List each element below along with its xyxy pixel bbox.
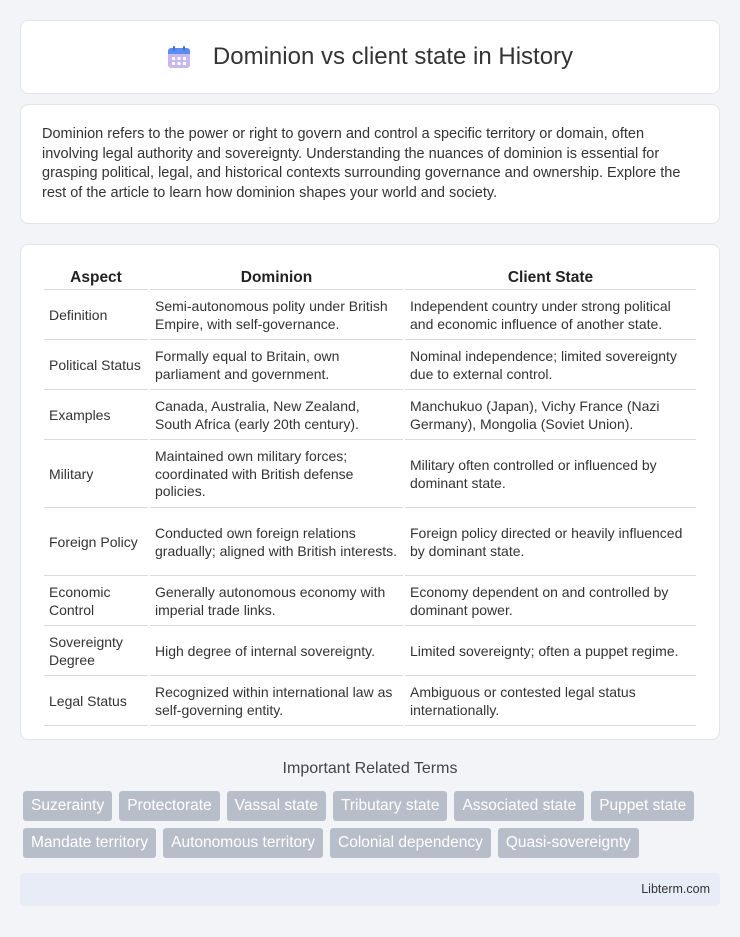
dominion-cell: Semi-autonomous polity under British Empire, with self-governance. bbox=[150, 292, 403, 340]
page-title: Dominion vs client state in History bbox=[212, 43, 574, 70]
dominion-cell: Conducted own foreign relations gradually; aligned with British interests. bbox=[150, 510, 403, 576]
dominion-cell: High degree of internal sovereignty. bbox=[150, 628, 403, 676]
related-term-tag[interactable]: Suzerainty bbox=[23, 791, 112, 821]
related-term-tag[interactable]: Autonomous territory bbox=[163, 828, 323, 858]
comparison-table bbox=[42, 265, 698, 728]
dominion-cell: Formally equal to Britain, own parliament and government. bbox=[150, 342, 403, 390]
aspect-cell: Foreign Policy bbox=[44, 510, 148, 576]
client-state-cell: Economy dependent on and controlled by dominant power. bbox=[405, 578, 696, 626]
aspect-cell: Examples bbox=[44, 392, 148, 440]
dominion-cell: Canada, Australia, New Zealand, South Africa (early 20th century). bbox=[150, 392, 403, 440]
client-state-cell: Nominal independence; limited sovereignty due to external control. bbox=[405, 342, 696, 390]
dominion-cell: Generally autonomous economy with imperial trade links. bbox=[150, 578, 403, 626]
table-row bbox=[44, 292, 696, 340]
client-state-cell: Independent country under strong political and economic influence of another state. bbox=[405, 292, 696, 340]
table-row bbox=[44, 442, 696, 508]
related-term-tag[interactable]: Colonial dependency bbox=[330, 828, 491, 858]
header-client-state: Client State bbox=[405, 267, 696, 290]
footer-brand-link[interactable]: Libterm.com bbox=[641, 882, 710, 896]
aspect-cell: Economic Control bbox=[44, 578, 148, 626]
aspect-cell: Military bbox=[44, 442, 148, 508]
header-aspect: Aspect bbox=[44, 267, 148, 290]
aspect-cell: Political Status bbox=[44, 342, 148, 390]
comparison-card bbox=[20, 244, 720, 740]
header-dominion: Dominion bbox=[150, 267, 403, 290]
aspect-cell: Definition bbox=[44, 292, 148, 340]
related-terms-title: Important Related Terms bbox=[282, 760, 458, 777]
table-row bbox=[44, 678, 696, 726]
calendar-icon bbox=[167, 45, 191, 69]
intro-text: Dominion refers to the power or right to govern and control a specific territory or domain, often involving legal authority and sovereignty. Understanding the nuances of dominion is essential for grasping political, legal, and historical contexts surrounding governance and ownership. Explore the rest of the article to learn how dominion shapes your world and society. bbox=[42, 126, 681, 201]
related-term-tag[interactable]: Associated state bbox=[454, 791, 584, 821]
table-row bbox=[44, 510, 696, 576]
aspect-cell: Legal Status bbox=[44, 678, 148, 726]
aspect-cell: Sovereignty Degree bbox=[44, 628, 148, 676]
related-term-tag[interactable]: Protectorate bbox=[119, 791, 219, 821]
dominion-cell: Maintained own military forces; coordinated with British defense policies. bbox=[150, 442, 403, 508]
related-term-tag[interactable]: Tributary state bbox=[333, 791, 448, 821]
client-state-cell: Foreign policy directed or heavily influenced by dominant state. bbox=[405, 510, 696, 576]
table-header-row bbox=[44, 267, 696, 290]
related-term-tag[interactable]: Quasi-sovereignty bbox=[498, 828, 639, 858]
footer bbox=[20, 873, 720, 906]
intro-card bbox=[20, 104, 720, 224]
related-term-tag[interactable]: Mandate territory bbox=[23, 828, 156, 858]
table-row bbox=[44, 392, 696, 440]
related-terms-list bbox=[23, 791, 723, 858]
dominion-cell: Recognized within international law as self-governing entity. bbox=[150, 678, 403, 726]
header-card bbox=[20, 20, 720, 94]
client-state-cell: Ambiguous or contested legal status internationally. bbox=[405, 678, 696, 726]
table-row bbox=[44, 342, 696, 390]
related-term-tag[interactable]: Vassal state bbox=[227, 791, 326, 821]
table-row bbox=[44, 628, 696, 676]
client-state-cell: Military often controlled or influenced by dominant state. bbox=[405, 442, 696, 508]
related-term-tag[interactable]: Puppet state bbox=[591, 791, 694, 821]
table-row bbox=[44, 578, 696, 626]
client-state-cell: Limited sovereignty; often a puppet regime. bbox=[405, 628, 696, 676]
client-state-cell: Manchukuo (Japan), Vichy France (Nazi Germany), Mongolia (Soviet Union). bbox=[405, 392, 696, 440]
